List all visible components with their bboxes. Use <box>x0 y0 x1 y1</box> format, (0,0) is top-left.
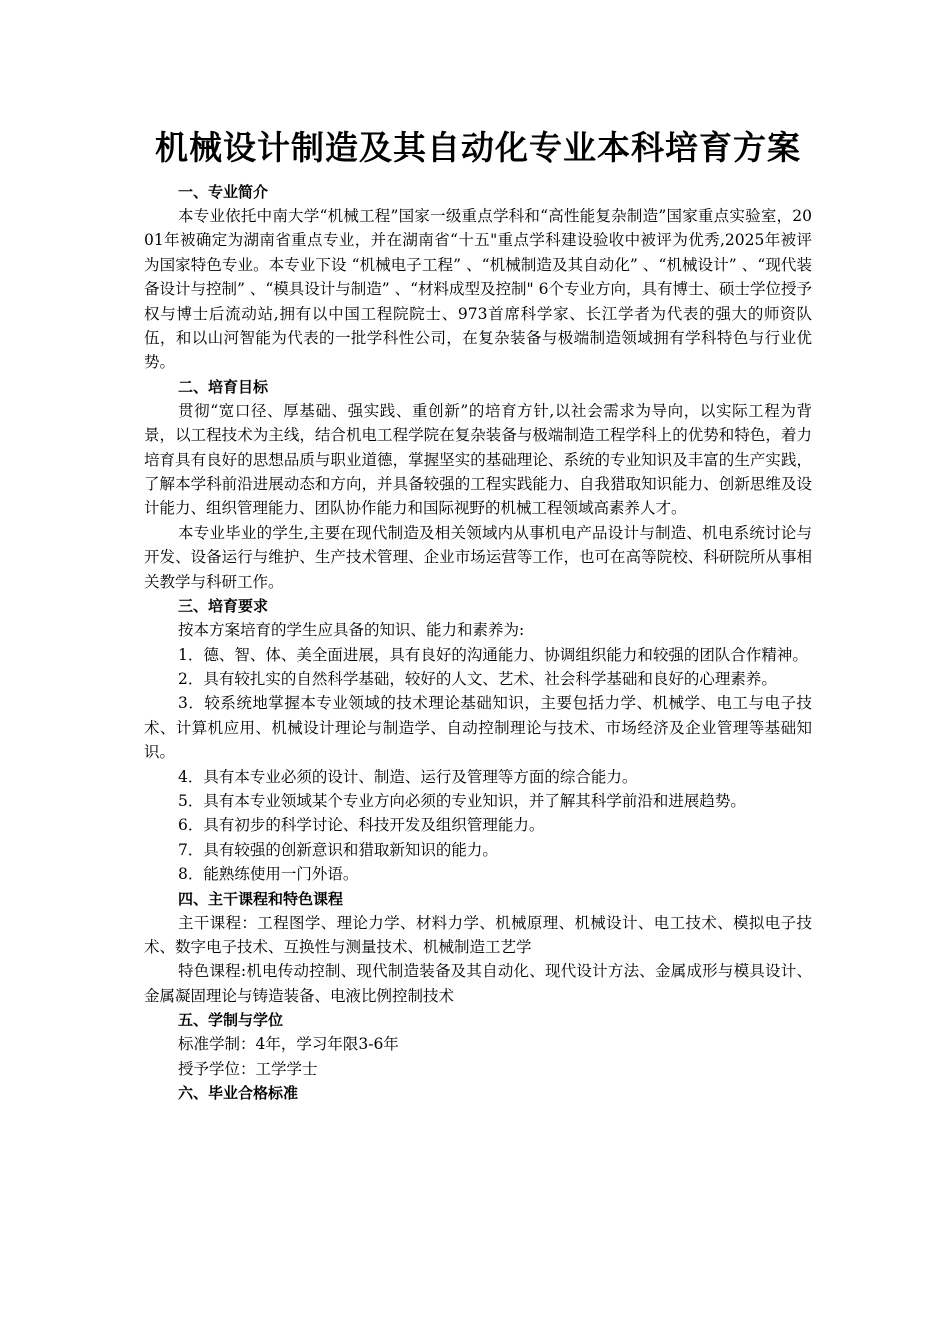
list-item: 6．具有初步的科学讨论、科技开发及组织管理能力。 <box>178 816 545 835</box>
paragraph: 贯彻“宽口径、厚基础、强实践、重创新”的培育方针,以社会需求为导向，以实际工程为背景，以工程技术为主线，结合机电工程学院在复杂装备与极端制造工程学科上的优势和特色，着力培育具有良好的思想品质与职业道德，掌握坚实的基础理论、系统的专业知识及丰富的生产实践，了解本学科前沿进展动态和方向，并具备较强的工程实践能力、自我猎取知识能力、创新思维及设计能力、组织管理能力、团队协作能力和国际视野的机械工程领域高素养人才。 <box>144 401 812 518</box>
list-item: 4．具有本专业必须的设计、制造、运行及管理等方面的综合能力。 <box>178 767 638 786</box>
list-item: 3．较系统地掌握本专业领域的技术理论基础知识，主要包括力学、机械学、电工与电子技术、计算机应用、机械设计理论与制造学、自动控制理论与技术、市场经济及企业管理等基础知识。 <box>144 694 812 762</box>
page-title: 机械设计制造及其自动化专业本科培育方案 <box>155 128 801 167</box>
section-goals <box>144 375 812 594</box>
section-graduation <box>144 1081 812 1105</box>
paragraph: 主干课程：工程图学、理论力学、材料力学、机械原理、机械设计、电工技术、模拟电子技术、数字电子技术、互换性与测量技术、机械制造工艺学 <box>144 913 812 956</box>
paragraph: 按本方案培育的学生应具备的知识、能力和素养为: <box>178 621 525 640</box>
list-item: 8．能熟练使用一门外语。 <box>178 865 359 884</box>
paragraph: 本专业依托中南大学“机械工程”国家一级重点学科和“高性能复杂制造”国家重点实验室，2001年被确定为湖南省重点专业，并在湖南省“十五"重点学科建设验收中被评为优秀,2025年被评为国家特色专业。本专业下设 “机械电子工程” 、“机械制造及其自动化” 、“机械设计” 、“现代装备设计与控制” 、“模具设计与制造” 、“材料成型及控制" 6个专业方向，具有博士、硕士学位授予权与博士后流动站,拥有以中国工程院院士、973首席科学家、长江学者为代表的强大的师资队伍，和以山河智能为代表的一批学科性公司，在复杂装备与极端制造领域拥有学科特色与行业优势。 <box>144 207 812 372</box>
section-heading: 五、学制与学位 <box>178 1011 284 1030</box>
paragraph: 本专业毕业的学生,主要在现代制造及相关领域内从事机电产品设计与制造、机电系统讨论与开发、设备运行与维护、生产技术管理、企业市场运营等工作，也可在高等院校、科研院所从事相关教学与科研工作。 <box>144 523 812 591</box>
document-body <box>144 124 812 1105</box>
section-degree <box>144 1008 812 1081</box>
section-heading: 三、培育要求 <box>178 597 269 616</box>
paragraph: 特色课程:机电传动控制、现代制造装备及其自动化、现代设计方法、金属成形与模具设计、金属凝固理论与铸造装备、电液比例控制技术 <box>144 962 812 1005</box>
list-item: 7．具有较强的创新意识和猎取新知识的能力。 <box>178 840 498 859</box>
section-courses <box>144 887 812 1009</box>
list-item: 1．德、智、体、美全面进展，具有良好的沟通能力、协调组织能力和较强的团队合作精神。 <box>178 645 808 664</box>
section-heading: 四、主干课程和特色课程 <box>178 889 344 908</box>
list-item: 5．具有本专业领域某个专业方向必须的专业知识，并了解其科学前沿和进展趋势。 <box>178 791 746 810</box>
list-item: 2．具有较扎实的自然科学基础，较好的人文、艺术、社会科学基础和良好的心理素养。 <box>178 669 777 688</box>
paragraph: 标准学制：4年，学习年限3-6年 <box>178 1035 399 1054</box>
section-heading: 六、毕业合格标准 <box>178 1084 299 1102</box>
section-heading: 一、专业简介 <box>178 183 269 201</box>
paragraph: 授予学位：工学学士 <box>178 1059 318 1078</box>
section-requirements <box>144 594 812 886</box>
section-heading: 二、培育目标 <box>178 377 269 396</box>
section-intro <box>144 180 812 375</box>
